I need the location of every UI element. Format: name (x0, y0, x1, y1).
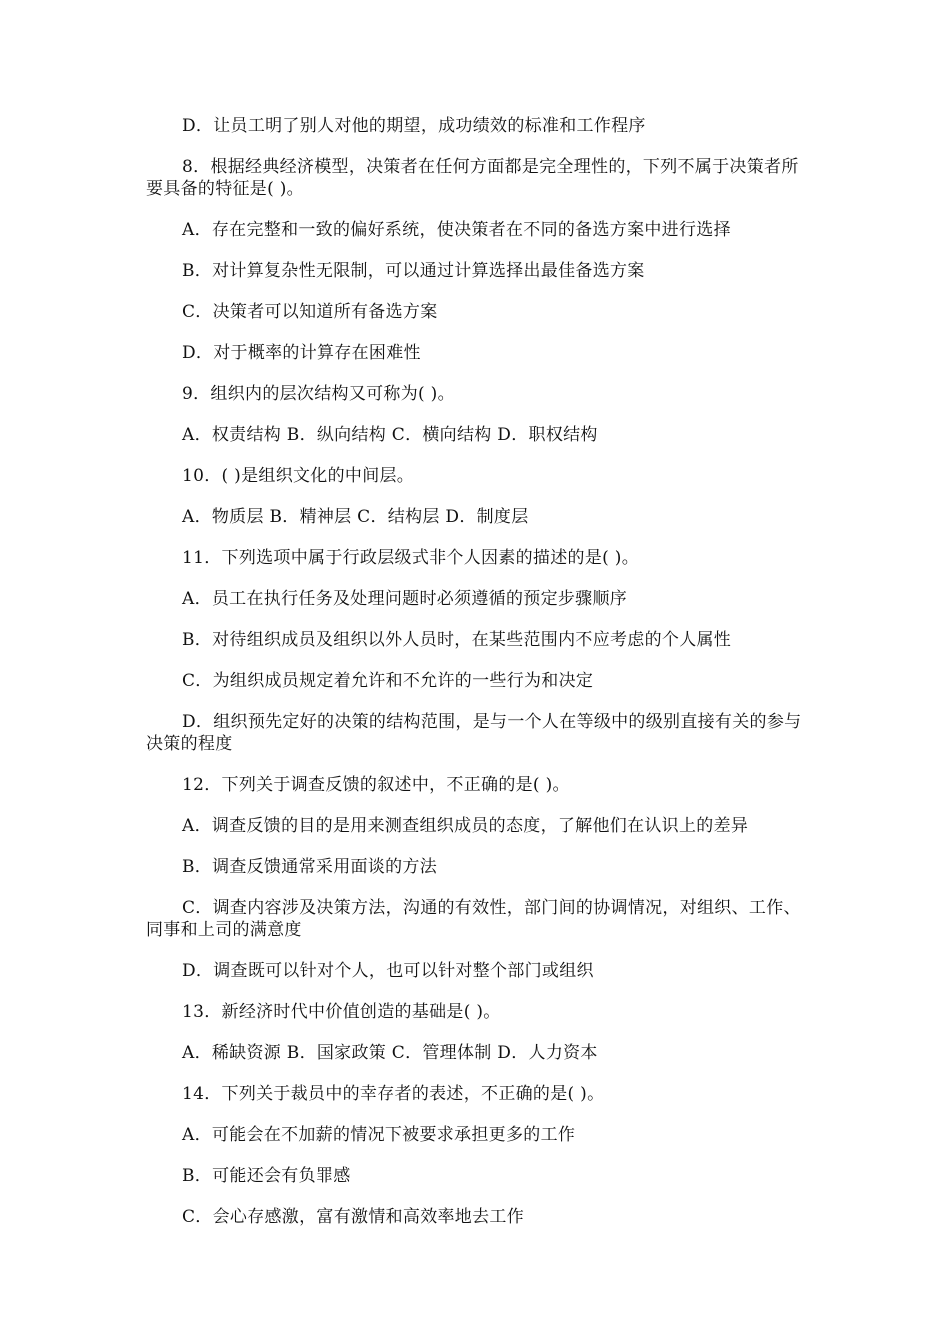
document-page (146, 115, 811, 1247)
question-10: 10．( )是组织文化的中间层。 (182, 466, 415, 486)
options-13: A．稀缺资源 B．国家政策 C．管理体制 D．人力资本 (182, 1043, 598, 1063)
option-14b: B．可能还会有负罪感 (182, 1166, 351, 1186)
option-12a: A．调查反馈的目的是用来测查组织成员的态度，了解他们在认识上的差异 (182, 816, 749, 836)
option-14c: C．会心存感激，富有激情和高效率地去工作 (182, 1207, 525, 1227)
option-8a: A．存在完整和一致的偏好系统，使决策者在不同的备选方案中进行选择 (182, 220, 731, 240)
question-13: 13．新经济时代中价值创造的基础是( )。 (182, 1002, 501, 1022)
option-12b: B．调查反馈通常采用面谈的方法 (182, 857, 437, 877)
question-9: 9．组织内的层次结构又可称为( )。 (182, 384, 455, 404)
question-14: 14．下列关于裁员中的幸存者的表述，不正确的是( )。 (182, 1084, 605, 1104)
options-9: A．权责结构 B．纵向结构 C．横向结构 D．职权结构 (182, 425, 598, 445)
option-11a: A．员工在执行任务及处理问题时必须遵循的预定步骤顺序 (182, 589, 628, 609)
option-8c: C．决策者可以知道所有备选方案 (182, 302, 438, 322)
option-11d: D．组织预先定好的决策的结构范围，是与一个人在等级中的级别直接有关的参与决策的程度 (146, 712, 802, 754)
option-14a: A．可能会在不加薪的情况下被要求承担更多的工作 (182, 1125, 576, 1145)
option-7d: D．让员工明了别人对他的期望，成功绩效的标准和工作程序 (182, 116, 646, 136)
option-11b: B．对待组织成员及组织以外人员时，在某些范围内不应考虑的个人属性 (182, 630, 732, 650)
question-12: 12．下列关于调查反馈的叙述中，不正确的是( )。 (182, 775, 570, 795)
options-10: A．物质层 B．精神层 C．结构层 D．制度层 (182, 507, 529, 527)
option-8b: B．对计算复杂性无限制，可以通过计算选择出最佳备选方案 (182, 261, 645, 281)
option-12d: D．调查既可以针对个人，也可以针对整个部门或组织 (182, 961, 594, 981)
option-12c: C．调查内容涉及决策方法，沟通的有效性，部门间的协调情况，对组织、工作、同事和上司的满意度 (146, 898, 801, 940)
option-11c: C．为组织成员规定着允许和不允许的一些行为和决定 (182, 671, 594, 691)
question-8: 8．根据经典经济模型，决策者在任何方面都是完全理性的，下列不属于决策者所要具备的特征是( )。 (146, 157, 799, 199)
question-11: 11．下列选项中属于行政层级式非个人因素的描述的是( )。 (182, 548, 639, 568)
option-8d: D．对于概率的计算存在困难性 (182, 343, 421, 363)
